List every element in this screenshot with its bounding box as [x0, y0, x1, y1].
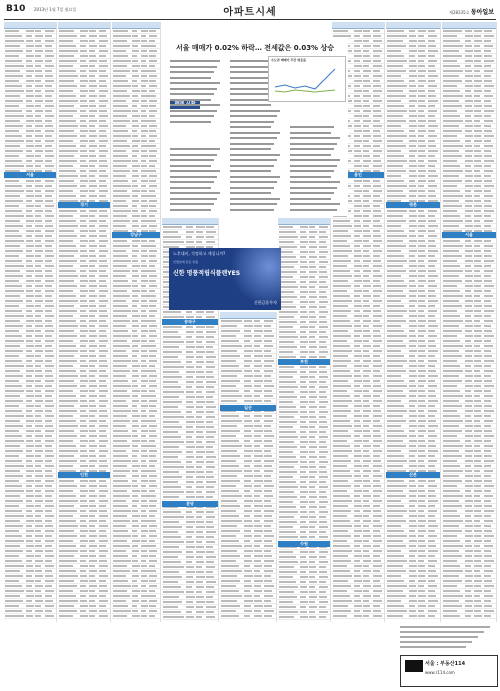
article-text-line	[230, 165, 274, 167]
region-band: 부천	[278, 359, 330, 365]
article-text-line	[230, 209, 274, 211]
listing-row	[332, 614, 384, 619]
series-line-2	[275, 90, 335, 92]
article-text-line	[290, 198, 331, 200]
article-text-line	[290, 176, 331, 178]
article-text-line	[170, 115, 214, 117]
region-band: 강남구	[112, 232, 160, 238]
article-text-line	[290, 187, 337, 189]
ad-brand: 신한금융투자	[253, 300, 277, 305]
region-band: 용인	[332, 172, 384, 178]
ad-product: 신한 명품적립식플랜YES	[173, 270, 241, 277]
chart-title: 수도권 매매가 주간 변동률	[271, 58, 307, 62]
listing-column	[58, 22, 111, 622]
article-text-line	[170, 181, 214, 183]
region-band: 평촌	[386, 202, 440, 208]
article-text-line	[290, 159, 340, 161]
column-header	[332, 22, 384, 29]
article-text-line	[230, 181, 277, 183]
article-text-line	[230, 60, 271, 62]
listing-row	[162, 615, 218, 620]
page-number: B10	[6, 4, 26, 14]
article-text-line	[230, 192, 271, 194]
article-text-line	[170, 60, 220, 62]
ad-headline: 노후대비, 걱정하고 계십니까?	[173, 251, 226, 256]
article-text-line	[290, 170, 334, 172]
article-text-line	[290, 126, 334, 128]
article-text-line	[170, 121, 211, 123]
region-band: 송파구	[162, 319, 218, 325]
listing-row	[58, 614, 110, 619]
listing-row	[4, 614, 56, 619]
section-title: 아파트시세	[223, 7, 277, 18]
article-text-line	[170, 192, 220, 194]
article-text-line	[170, 148, 220, 150]
publisher	[449, 7, 494, 16]
article-text-line	[290, 203, 340, 205]
article-text-line	[170, 209, 211, 211]
listing-row	[220, 614, 276, 619]
article-text-line	[170, 104, 220, 106]
column-header	[112, 22, 160, 29]
article-text-line	[170, 154, 217, 156]
series-line-1	[275, 69, 335, 89]
article-text-line	[230, 187, 274, 189]
data-source-box	[400, 655, 498, 687]
article-text-line	[290, 148, 334, 150]
listing-row	[386, 614, 440, 619]
article-text-line	[170, 99, 211, 101]
article-text-line	[230, 82, 271, 84]
notice-line	[400, 636, 478, 638]
article-text-line	[230, 159, 277, 161]
article-text-line	[230, 132, 280, 134]
article-text-line	[290, 165, 337, 167]
column-header	[4, 22, 56, 29]
notice-line	[400, 631, 484, 633]
notice-line	[400, 626, 490, 628]
article-text-line	[290, 154, 331, 156]
article-text-line	[230, 137, 277, 139]
listing-column	[4, 22, 57, 622]
article-text-line	[230, 126, 271, 128]
article-text-line	[170, 187, 211, 189]
article-text-line	[170, 88, 217, 90]
column-header	[442, 22, 496, 29]
notice-line	[400, 646, 466, 648]
region-band: 서울	[442, 232, 496, 238]
article-text-line	[230, 170, 271, 172]
article-text-line	[170, 159, 214, 161]
source-company: 서울 : 부동산114	[425, 661, 466, 667]
article-text-line	[290, 132, 331, 134]
article-text-line	[290, 137, 340, 139]
article-text-line	[170, 176, 217, 178]
issue-date: 2013년 1월 7일 월요일	[34, 7, 77, 12]
listing-row	[278, 615, 330, 620]
listing-column	[442, 22, 497, 622]
source-url: www.r114.com	[425, 670, 455, 675]
issue-number: 제28335호	[449, 10, 470, 15]
chart-plot	[269, 57, 345, 101]
article-text-line	[230, 203, 277, 205]
region-band: 서울	[4, 172, 56, 178]
column-header	[58, 22, 110, 29]
column-header	[220, 312, 276, 319]
article-text-line	[170, 198, 217, 200]
advertisement[interactable]	[169, 248, 281, 310]
article-text-line	[230, 148, 271, 150]
column-header	[278, 218, 330, 225]
region-band: 수원	[278, 541, 330, 547]
listing-column	[386, 22, 441, 622]
region-band: 경기	[58, 202, 110, 208]
article-text-line	[170, 110, 217, 112]
article-text-line	[170, 165, 211, 167]
header-rule	[4, 19, 496, 20]
publisher-name: 동아일보	[470, 9, 494, 16]
article-text-line	[170, 203, 214, 205]
article-text-line	[230, 104, 271, 106]
listing-row	[442, 614, 496, 619]
article-text-line	[170, 93, 214, 95]
article-text-line	[230, 121, 274, 123]
region-band: 일산	[220, 405, 276, 411]
listing-row	[112, 614, 160, 619]
region-band: 산본	[386, 472, 440, 478]
article-text-line	[230, 143, 274, 145]
footer-notice	[400, 624, 496, 650]
article-text-line	[170, 66, 217, 68]
article-text-line	[230, 115, 277, 117]
listing-column	[278, 218, 331, 622]
article-text-line	[290, 192, 334, 194]
price-change-chart	[268, 56, 346, 102]
article-text-line	[290, 143, 337, 145]
listing-column	[112, 22, 161, 622]
region-band: 분당	[162, 501, 218, 507]
article-text-line	[290, 181, 340, 183]
page-header	[0, 0, 500, 20]
notice-line	[400, 641, 472, 643]
article-text-line	[230, 176, 280, 178]
listing-column	[220, 312, 277, 622]
article-text-line	[170, 82, 220, 84]
region-band: 인천	[58, 472, 110, 478]
column-header	[386, 22, 440, 29]
ad-subline: 인생설계 전문 상품	[173, 260, 199, 264]
column-header	[162, 218, 218, 225]
article-text-line	[230, 198, 280, 200]
article-text-line	[170, 170, 220, 172]
article-text-line	[170, 77, 211, 79]
article-text-line	[290, 209, 337, 211]
article-text-line	[170, 71, 214, 73]
article-text-line	[230, 110, 280, 112]
article-text-line	[230, 154, 280, 156]
source-logo-icon	[405, 660, 423, 672]
article-title: 서울 매매가 0.02% 하락… 전세값은 0.03% 상승	[175, 44, 335, 52]
